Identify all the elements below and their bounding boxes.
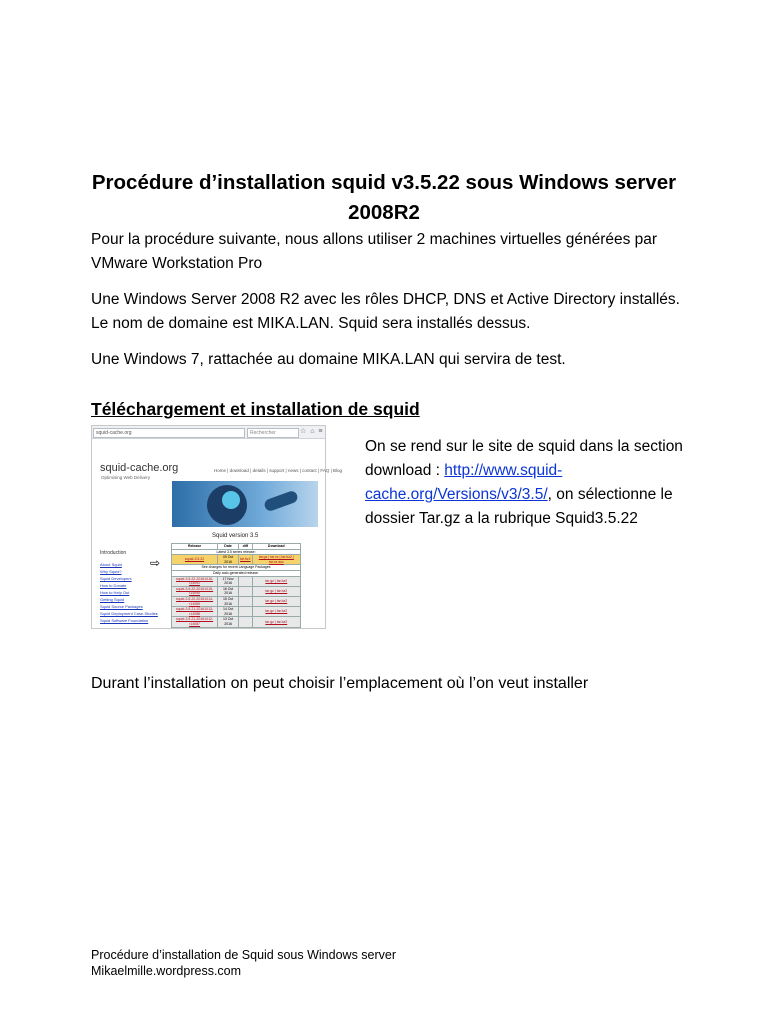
sidebar-link: Squid Source Packages bbox=[100, 604, 143, 609]
squid-version-title: Squid version 3.5 bbox=[212, 533, 259, 539]
squid-website-screenshot bbox=[91, 425, 342, 629]
table-note: See changes for recent Language Packages bbox=[172, 565, 301, 571]
table-cell: tar.gz | tar.bz2 bbox=[252, 586, 300, 596]
table-row bbox=[172, 586, 301, 596]
sidebar-link: How to Donate bbox=[100, 583, 127, 588]
table-cell: tar.gz | tar.bz2 bbox=[252, 617, 300, 627]
table-cell: squid-3.5.22-20161015-r14090 bbox=[172, 586, 218, 596]
browser-toolbar bbox=[92, 426, 325, 439]
squid-tagline: Optimising Web Delivery bbox=[101, 475, 151, 480]
table-row-highlight bbox=[172, 555, 301, 565]
install-location-note: Durant l’installation on peut choisir l’emplacement où l’on veut installer bbox=[91, 675, 589, 692]
section-heading: Téléchargement et installation de squid bbox=[91, 399, 420, 419]
table-cell: tar.bz2 bbox=[239, 555, 253, 565]
table-note: Daily auto-generated release. bbox=[172, 570, 301, 576]
search-box: Rechercher bbox=[247, 428, 299, 438]
table-cell bbox=[239, 607, 253, 617]
table-row bbox=[172, 607, 301, 617]
pointer-arrow-icon: ⇨ bbox=[150, 556, 161, 570]
table-cell bbox=[239, 596, 253, 606]
banner-shape bbox=[222, 491, 240, 509]
sidebar-link: Squid Developers bbox=[100, 576, 132, 581]
table-row bbox=[172, 617, 301, 627]
table-cell: tar.gz | tar.bz2 bbox=[252, 596, 300, 606]
squid-download-link[interactable]: http://www.squid-cache.org/Versions/v3/3.5/ bbox=[365, 462, 563, 503]
table-cell bbox=[239, 617, 253, 627]
table-cell: squid-3.5.21-20161013-r14088 bbox=[172, 607, 218, 617]
table-header: Download bbox=[252, 544, 300, 550]
table-header: Release bbox=[172, 544, 218, 550]
squid-banner-image bbox=[172, 481, 318, 527]
paragraph-intro: Pour la procédure suivante, nous allons utiliser 2 machines virtuelles générées par VMware Workstation Pro bbox=[91, 231, 658, 272]
footer-website: Mikaelmille.wordpress.com bbox=[91, 964, 242, 978]
table-cell: squid-3.5.22-20161014-r14089 bbox=[172, 596, 218, 606]
table-cell bbox=[239, 586, 253, 596]
paragraph-client: Une Windows 7, rattachée au domaine MIKA.LAN qui servira de test. bbox=[91, 351, 566, 368]
sidebar-link: Getting Squid bbox=[100, 597, 125, 602]
table-cell: squid-3.5.21-20161012-r14087 bbox=[172, 617, 218, 627]
table-cell: squid-3.5.22-20161016-r14091 bbox=[172, 576, 218, 586]
table-row bbox=[172, 576, 301, 586]
document-title: Procédure d’installation squid v3.5.22 sous Windows server 2008R2 bbox=[91, 171, 677, 224]
table-cell: tar.gz | tar.xz | tar.bz2 | tar.xz.asc bbox=[252, 555, 300, 565]
table-cell: tar.gz | tar.bz2 bbox=[252, 576, 300, 586]
sidebar-link: Squid Software Foundation bbox=[100, 618, 149, 623]
download-instructions bbox=[365, 435, 685, 531]
sidebar-link: About Squid bbox=[100, 562, 122, 567]
sidebar-link: How to Help Out bbox=[100, 590, 130, 595]
toolbar-icons: ☆ ⌂ ≡ bbox=[300, 428, 324, 435]
banner-shape bbox=[263, 490, 299, 513]
table-cell: 16 Oct 2016 bbox=[218, 586, 239, 596]
squid-release-table bbox=[171, 543, 301, 628]
table-cell: 17 Nov 2016 bbox=[218, 576, 239, 586]
address-bar: squid-cache.org bbox=[93, 428, 245, 438]
table-cell: squid-3.5.22 bbox=[172, 555, 218, 565]
table-row bbox=[172, 596, 301, 606]
table-cell: 09 Oct 2016 bbox=[218, 555, 239, 565]
table-header: diff bbox=[239, 544, 253, 550]
squid-nav: Home | download | details | support | news | contact | FAQ | Blog bbox=[214, 468, 342, 473]
table-header: Date bbox=[218, 544, 239, 550]
sidebar-heading: Introduction bbox=[100, 550, 127, 556]
footer-title: Procédure d’installation de Squid sous Windows server bbox=[91, 948, 397, 962]
paragraph-server: Une Windows Server 2008 R2 avec les rôles DHCP, DNS et Active Directory installés. Le nom de domaine est MIKA.LAN. Squid sera installés dessus. bbox=[91, 291, 680, 332]
squid-logo: squid-cache.org bbox=[100, 462, 179, 474]
instructions-text-end: , on sélectionne le dossier Tar.gz a la rubrique Squid3.5.22 bbox=[365, 486, 673, 527]
sidebar-link: Why Squid? bbox=[100, 569, 122, 574]
page-footer bbox=[91, 947, 396, 979]
table-subheader: Latest 3.5 series release: bbox=[172, 549, 301, 555]
table-cell: 14 Oct 2016 bbox=[218, 607, 239, 617]
table-cell bbox=[239, 576, 253, 586]
table-cell: tar.gz | tar.bz2 bbox=[252, 607, 300, 617]
table-cell: 15 Oct 2016 bbox=[218, 596, 239, 606]
table-cell: 13 Oct 2016 bbox=[218, 617, 239, 627]
instructions-text-start: On se rend sur le site de squid dans la section download : bbox=[365, 438, 683, 479]
sidebar-link: Squid Deployment Case-Studies bbox=[100, 611, 158, 616]
